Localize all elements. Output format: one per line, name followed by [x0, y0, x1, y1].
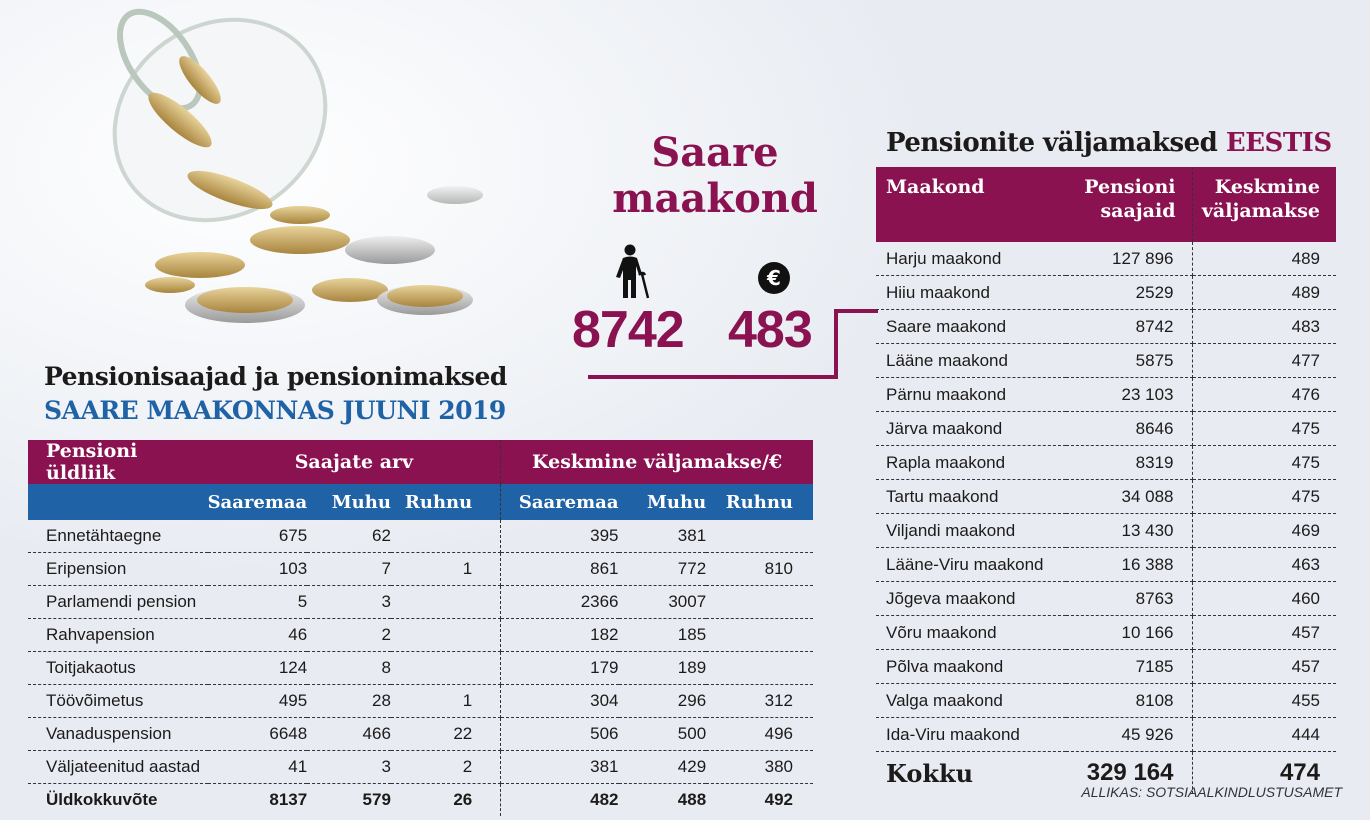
- subheader-blank: [28, 484, 208, 520]
- header-recipients: Saajate arv: [208, 440, 501, 484]
- county-cell: Ida-Viru maakond: [876, 718, 1066, 752]
- payment-saaremaa-cell: 182: [501, 619, 619, 652]
- payment-cell: 489: [1192, 242, 1336, 276]
- header-recipients-line2: saajaid: [1100, 200, 1176, 222]
- payment-cell: 483: [1192, 310, 1336, 344]
- recipients-saaremaa-cell: 675: [208, 520, 308, 553]
- table-row: [28, 619, 813, 652]
- table-row: [28, 520, 813, 553]
- header-avg-pay: [1192, 167, 1336, 242]
- right-table-title-highlight: EESTIS: [1225, 128, 1332, 158]
- recipients-saaremaa-cell: 495: [208, 685, 308, 718]
- payment-muhu-cell: 500: [619, 718, 707, 751]
- recipients-ruhnu-cell: [391, 520, 501, 553]
- coin-jar-illustration: [0, 0, 560, 360]
- recipients-muhu-cell: 28: [307, 685, 391, 718]
- payment-muhu-cell: 296: [619, 685, 707, 718]
- recipients-cell: 2529: [1066, 276, 1192, 310]
- recipients-saaremaa-cell: 8137: [269, 790, 308, 809]
- payment-cell: 475: [1192, 412, 1336, 446]
- pension-type-cell: Rahvapension: [28, 619, 208, 652]
- pension-type-cell: Ennetähtaegne: [28, 520, 208, 553]
- right-table-title-text: Pensionite väljamaksed: [886, 128, 1218, 158]
- pension-type-cell: Väljateenitud aastad: [28, 751, 208, 784]
- table-row: [876, 310, 1336, 344]
- county-cell: Saare maakond: [876, 310, 1066, 344]
- recipients-cell: 7185: [1066, 650, 1192, 684]
- table-row: [876, 718, 1336, 752]
- recipients-cell: 34 088: [1066, 480, 1192, 514]
- payment-ruhnu-cell: [706, 652, 813, 685]
- table-row: [876, 548, 1336, 582]
- county-cell: Lääne maakond: [876, 344, 1066, 378]
- payment-cell: 477: [1192, 344, 1336, 378]
- recipients-cell: 16 388: [1066, 548, 1192, 582]
- total-recipients: 329 164: [1066, 752, 1192, 795]
- recipients-ruhnu-cell: 26: [391, 784, 501, 817]
- header-recipients-count: [1066, 167, 1192, 242]
- recipients-cell: 8108: [1066, 684, 1192, 718]
- payment-cell: 455: [1192, 684, 1336, 718]
- subheader-saaremaa: Saaremaa: [208, 484, 308, 520]
- recipients-saaremaa-cell: 6648: [208, 718, 308, 751]
- recipients-muhu-cell: 579: [362, 790, 391, 809]
- payment-ruhnu-cell: [706, 520, 813, 553]
- table-row: [28, 784, 813, 817]
- county-cell: Rapla maakond: [876, 446, 1066, 480]
- payment-cell: 475: [1192, 446, 1336, 480]
- payment-cell: 489: [1192, 276, 1336, 310]
- region-title-line1: Saare: [651, 129, 779, 176]
- pension-type-cell: Toitjakaotus: [28, 652, 208, 685]
- recipients-ruhnu-cell: [391, 652, 501, 685]
- subheader-ruhnu-pay: Ruhnu: [706, 484, 813, 520]
- payment-saaremaa-cell: 304: [501, 685, 619, 718]
- table-row: [28, 751, 813, 784]
- header-avg-payment: Keskmine väljamakse/€: [501, 440, 813, 484]
- county-cell: Lääne-Viru maakond: [876, 548, 1066, 582]
- subheader-ruhnu: Ruhnu: [391, 484, 501, 520]
- county-cell: Tartu maakond: [876, 480, 1066, 514]
- recipients-cell: 8742: [1066, 310, 1192, 344]
- recipients-cell: 8763: [1066, 582, 1192, 616]
- table-row: [28, 718, 813, 751]
- table-row: [876, 582, 1336, 616]
- recipients-saaremaa-cell: 103: [208, 553, 308, 586]
- payment-muhu-cell: 3007: [619, 586, 707, 619]
- recipients-cell: 127 896: [1066, 242, 1192, 276]
- recipients-ruhnu-cell: 2: [391, 751, 501, 784]
- table-row: [28, 553, 813, 586]
- payment-saaremaa-cell: 179: [501, 652, 619, 685]
- recipients-cell: 8319: [1066, 446, 1192, 480]
- source-note: ALLIKAS: SOTSIAALKINDLUSTUSAMET: [1081, 784, 1342, 800]
- header-county: Maakond: [876, 167, 1066, 242]
- payment-ruhnu-cell: [706, 619, 813, 652]
- left-table-subtitle: SAARE MAAKONNAS JUUNI 2019: [44, 396, 506, 425]
- county-cell: Valga maakond: [876, 684, 1066, 718]
- county-cell: Viljandi maakond: [876, 514, 1066, 548]
- payment-ruhnu-cell: 380: [706, 751, 813, 784]
- recipients-saaremaa-cell: 124: [208, 652, 308, 685]
- header-recipients-line1: Pensioni: [1084, 176, 1176, 198]
- header-payment-line1: Keskmine: [1214, 176, 1320, 198]
- payment-cell: 444: [1192, 718, 1336, 752]
- euro-icon: €: [758, 262, 790, 294]
- county-cell: Jõgeva maakond: [876, 582, 1066, 616]
- subheader-muhu: Muhu: [307, 484, 391, 520]
- recipients-ruhnu-cell: [391, 586, 501, 619]
- region-title: [590, 130, 840, 222]
- payment-saaremaa-cell: 861: [501, 553, 619, 586]
- saare-pension-table: [28, 440, 813, 816]
- payment-muhu-cell: 185: [619, 619, 707, 652]
- table-row: [876, 276, 1336, 310]
- table-row: [876, 616, 1336, 650]
- payment-muhu-cell: 381: [619, 520, 707, 553]
- pension-type-cell: Vanaduspension: [28, 718, 208, 751]
- table-row: [876, 378, 1336, 412]
- payment-ruhnu-cell: 312: [706, 685, 813, 718]
- payment-muhu-cell: 488: [677, 790, 707, 809]
- header-payment-line2: väljamakse: [1201, 200, 1320, 222]
- recipients-saaremaa-cell: 5: [208, 586, 308, 619]
- recipients-muhu-cell: 8: [307, 652, 391, 685]
- pension-type-cell: Parlamendi pension: [28, 586, 208, 619]
- subheader-muhu-pay: Muhu: [619, 484, 707, 520]
- payment-muhu-cell: 772: [619, 553, 707, 586]
- person-with-cane-icon: [612, 244, 654, 300]
- subheader-saaremaa-pay: Saaremaa: [501, 484, 619, 520]
- payment-muhu-cell: 189: [619, 652, 707, 685]
- recipients-cell: 13 430: [1066, 514, 1192, 548]
- payment-ruhnu-cell: [706, 586, 813, 619]
- recipients-ruhnu-cell: [391, 619, 501, 652]
- table-row: [876, 412, 1336, 446]
- county-cell: Hiiu maakond: [876, 276, 1066, 310]
- payment-saaremaa-cell: 2366: [501, 586, 619, 619]
- region-avg-payment: 483: [728, 301, 812, 359]
- right-table-title: [886, 128, 1332, 158]
- payment-cell: 469: [1192, 514, 1336, 548]
- pension-type-cell: Töövõimetus: [28, 685, 208, 718]
- recipients-saaremaa-cell: 46: [208, 619, 308, 652]
- table-row: [876, 514, 1336, 548]
- table-row: [876, 684, 1336, 718]
- recipients-muhu-cell: 7: [307, 553, 391, 586]
- recipients-cell: 45 926: [1066, 718, 1192, 752]
- payment-saaremaa-cell: 482: [590, 790, 619, 809]
- pension-type-cell: Üldkokkuvõte: [46, 790, 158, 809]
- table-row: [28, 586, 813, 619]
- county-cell: Harju maakond: [876, 242, 1066, 276]
- recipients-ruhnu-cell: 1: [391, 553, 501, 586]
- payment-ruhnu-cell: 810: [706, 553, 813, 586]
- total-label: Kokku: [886, 758, 974, 788]
- table-row: [876, 480, 1336, 514]
- total-payment: 474: [1279, 759, 1320, 786]
- payment-cell: 460: [1192, 582, 1336, 616]
- pension-type-cell: Eripension: [28, 553, 208, 586]
- header-pension-type: Pensioni üldliik: [28, 440, 208, 484]
- recipients-muhu-cell: 466: [307, 718, 391, 751]
- payment-cell: 476: [1192, 378, 1336, 412]
- estonia-pension-table: [876, 167, 1336, 794]
- payment-saaremaa-cell: 381: [501, 751, 619, 784]
- table-row: [876, 344, 1336, 378]
- table-row: [876, 650, 1336, 684]
- county-cell: Järva maakond: [876, 412, 1066, 446]
- recipients-cell: 5875: [1066, 344, 1192, 378]
- table-row: [28, 685, 813, 718]
- recipients-ruhnu-cell: 22: [391, 718, 501, 751]
- recipients-cell: 23 103: [1066, 378, 1192, 412]
- county-cell: Põlva maakond: [876, 650, 1066, 684]
- recipients-muhu-cell: 2: [307, 619, 391, 652]
- payment-ruhnu-cell: 496: [706, 718, 813, 751]
- region-title-line2: maakond: [612, 175, 818, 222]
- left-table-title: Pensionisaajad ja pensionimaksed: [44, 362, 507, 391]
- county-cell: Pärnu maakond: [876, 378, 1066, 412]
- recipients-ruhnu-cell: 1: [391, 685, 501, 718]
- payment-cell: 457: [1192, 616, 1336, 650]
- recipients-muhu-cell: 3: [307, 586, 391, 619]
- table-row: [876, 242, 1336, 276]
- payment-saaremaa-cell: 395: [501, 520, 619, 553]
- recipients-cell: 10 166: [1066, 616, 1192, 650]
- payment-cell: 475: [1192, 480, 1336, 514]
- county-cell: Võru maakond: [876, 616, 1066, 650]
- payment-ruhnu-cell: 492: [764, 790, 793, 809]
- payment-saaremaa-cell: 506: [501, 718, 619, 751]
- recipients-saaremaa-cell: 41: [208, 751, 308, 784]
- recipients-muhu-cell: 62: [307, 520, 391, 553]
- recipients-muhu-cell: 3: [307, 751, 391, 784]
- table-row: [28, 652, 813, 685]
- region-recipients: 8742: [572, 301, 684, 359]
- payment-cell: 457: [1192, 650, 1336, 684]
- payment-cell: 463: [1192, 548, 1336, 582]
- table-row: [876, 446, 1336, 480]
- payment-muhu-cell: 429: [619, 751, 707, 784]
- recipients-cell: 8646: [1066, 412, 1192, 446]
